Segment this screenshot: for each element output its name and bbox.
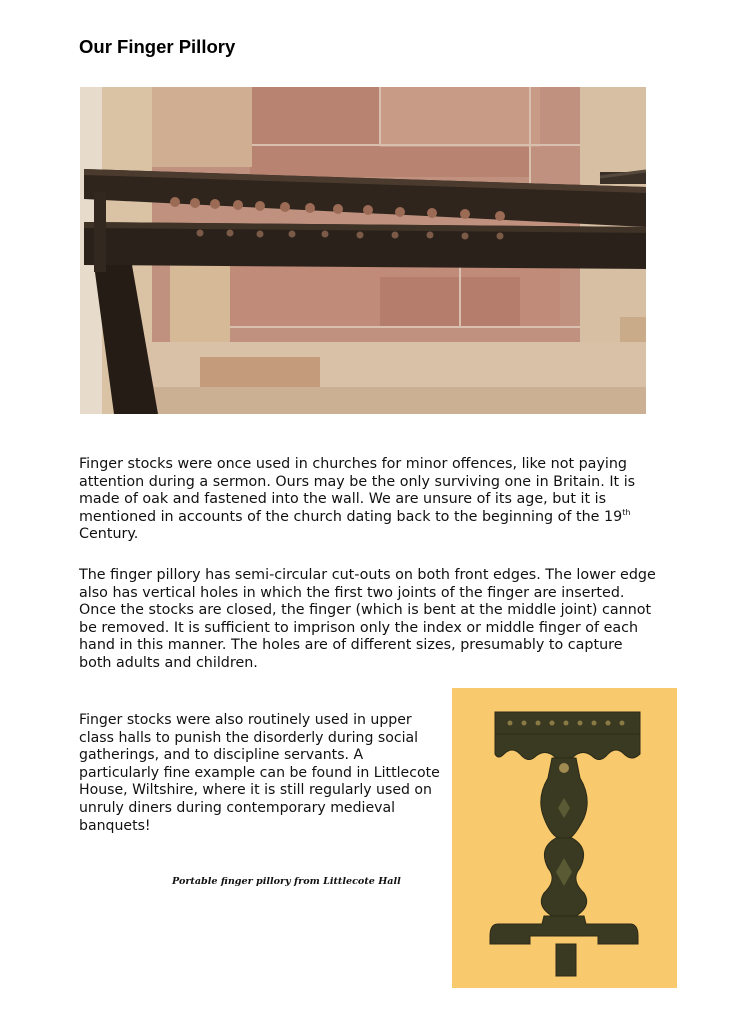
history-line: Finger stocks were also routinely used in upper: [79, 712, 412, 728]
intro-line: made of oak and fastened into the wall. We are unsure of its age, but it is: [79, 491, 607, 508]
intro-line-text: mentioned in accounts of the church dating back to the beginning of the 19: [79, 508, 623, 525]
description-line: hand in this manner. The holes are of different sizes, presumably to capture: [79, 637, 623, 654]
page-title: Our Finger Pillory: [79, 36, 236, 57]
intro-line: Century.: [79, 526, 139, 543]
history-paragraph: [79, 712, 440, 835]
description-line: be removed. It is sufficient to imprison only the index or middle finger of each: [79, 619, 639, 636]
finger-pillory-photo: [80, 87, 646, 414]
history-line: particularly fine example can be found in Littlecote: [79, 764, 440, 781]
history-line: class halls to punish the disorderly during social: [79, 729, 419, 746]
image-caption: Portable finger pillory from Littlecote Hall: [172, 876, 401, 887]
ordinal-superscript: th: [622, 508, 631, 518]
history-line: unruly diners during contemporary medieval: [79, 799, 396, 816]
intro-line-with-superscript: [79, 509, 635, 527]
intro-paragraph: [79, 456, 635, 544]
intro-line: attention during a sermon. Ours may be the only surviving one in Britain. It is: [79, 473, 636, 490]
description-paragraph: [79, 567, 656, 673]
description-line: Once the stocks are closed, the finger (which is bent at the middle joint) cannot: [79, 602, 652, 619]
description-line: both adults and children.: [79, 654, 258, 671]
history-line: gatherings, and to discipline servants. A: [79, 747, 364, 764]
history-line: House, Wiltshire, where it is still regularly used on: [79, 782, 432, 799]
description-line: The finger pillory has semi-circular cut-outs on both front edges. The lower edge: [79, 567, 656, 583]
intro-line: Finger stocks were once used in churches for minor offences, like not paying: [79, 456, 628, 472]
description-line: also has vertical holes in which the first two joints of the finger are inserted.: [79, 584, 625, 601]
portable-pillory-photo: [452, 688, 677, 988]
history-line: banquets!: [79, 817, 151, 834]
